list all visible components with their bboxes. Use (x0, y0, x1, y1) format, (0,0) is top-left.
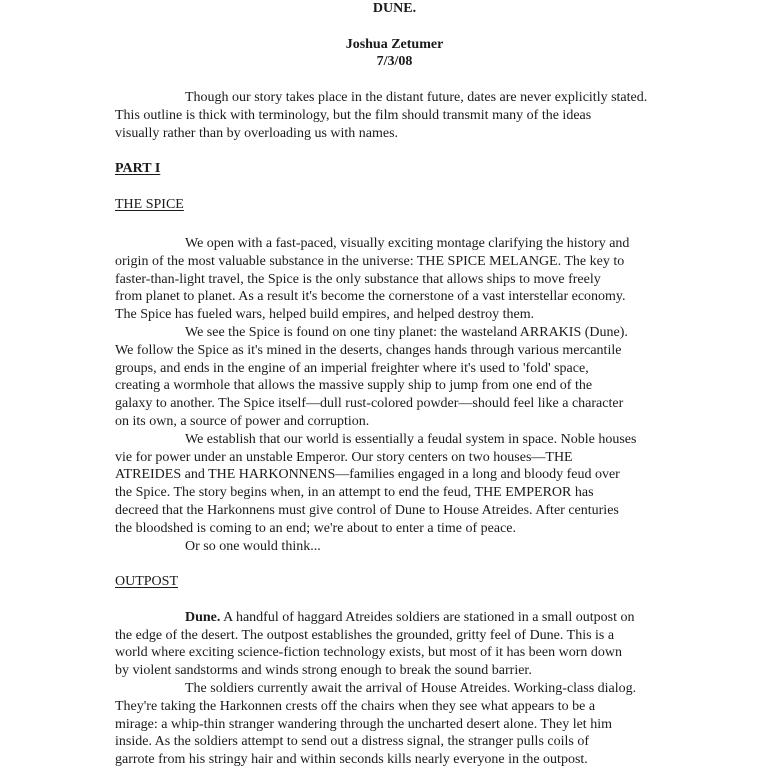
text-line: Dune. A handful of haggard Atreides soldiers are stationed in a small outpost on (185, 609, 635, 625)
paragraph-outpost-2 (115, 680, 674, 769)
section-heading-label: THE SPICE (115, 196, 184, 212)
text-line: We follow the Spice as it's mined in the deserts, changes hands through various mercantile (115, 342, 622, 358)
author-name: Joshua Zetumer (345, 36, 444, 52)
section-heading-label: OUTPOST (115, 574, 179, 590)
text-line: We open with a fast-paced, visually exciting montage clarifying the history and (185, 236, 630, 252)
text-line: groups, and ends in the engine of an imperial freighter where it's used to 'fold' space, (115, 360, 589, 376)
text-line: visually rather than by overloading us with names. (115, 125, 399, 141)
text-line: ATREIDES and THE HARKONNENS—families engaged in a long and bloody feud over (115, 467, 620, 483)
section-heading-the-spice (115, 196, 674, 214)
text-line: creating a wormhole that allows the massive supply ship to jump from one end of the (115, 378, 593, 394)
part-heading-label: PART I (115, 161, 161, 177)
text-line: Though our story takes place in the distant future, dates are never explicitly stated. (185, 89, 648, 105)
text-line: from planet to planet. As a result it's become the cornerstone of a vast interstellar economy. (115, 289, 626, 305)
paragraph-spice-2 (115, 324, 674, 431)
text-line: We see the Spice is found on one tiny planet: the wasteland ARRAKIS (Dune). (185, 325, 628, 341)
text-line: inside. As the soldiers attempt to send out a distress signal, the stranger pulls coils of (115, 734, 589, 750)
title-block (115, 0, 674, 71)
text-line: The soldiers currently await the arrival of House Atreides. Working-class dialog. (185, 680, 637, 696)
document-title: DUNE. (372, 1, 417, 16)
text-line: mirage: a whip-thin stranger wandering through the uncharted desert alone. They let him (115, 716, 612, 732)
text-line: galaxy to another. The Spice itself—dull rust-colored powder—should feel like a character (115, 396, 624, 412)
text-line: Or so one would think... (185, 538, 321, 554)
paragraph-outpost-1 (115, 609, 674, 680)
text-line: by violent sandstorms and winds strong enough to break the sound barrier. (115, 663, 532, 679)
intro-paragraph (115, 89, 674, 142)
text-line: We establish that our world is essentially a feudal system in space. Noble houses (185, 431, 637, 447)
text-line: the Spice. The story begins when, in an attempt to end the feud, THE EMPEROR has (115, 485, 594, 501)
text-line: The Spice has fueled wars, helped build empires, and helped destroy them. (115, 307, 535, 323)
text-line: world where exciting science-fiction technology exists, but most of it has been worn down (115, 645, 622, 661)
text-line: faster-than-light travel, the Spice is the only substance that allows ships to move freely (115, 271, 601, 287)
section-heading-outpost (115, 573, 674, 591)
paragraph-lead: Dune. (185, 609, 221, 625)
text-line: origin of the most valuable substance in the universe: THE SPICE MELANGE. The key to (115, 253, 625, 269)
text-line: on its own, a source of power and corruption. (115, 414, 370, 430)
text-line: This outline is thick with terminology, but the film should transmit many of the ideas (115, 107, 592, 123)
text-line: decreed that the Harkonnens must give control of Dune to House Atreides. After centuries (115, 503, 619, 519)
text-line: the bloodshed is coming to an end; we're about to enter a time of peace. (115, 520, 517, 536)
paragraph-spice-1 (115, 235, 674, 324)
paragraph-spice-4 (115, 538, 674, 556)
text-line: garrote from his stringy hair and within seconds kills nearly everyone in the outpost. (115, 752, 588, 768)
text-line: They're taking the Harkonnen crests off the chairs when they see what appears to be a (115, 698, 596, 714)
document-date: 7/3/08 (376, 54, 413, 70)
part-heading (115, 160, 674, 178)
text-line: vie for power under an unstable Emperor. Our story centers on two houses—THE (115, 449, 573, 465)
paragraph-spice-3 (115, 431, 674, 538)
text-line: the edge of the desert. The outpost establishes the grounded, gritty feel of Dune. This is a (115, 627, 615, 643)
